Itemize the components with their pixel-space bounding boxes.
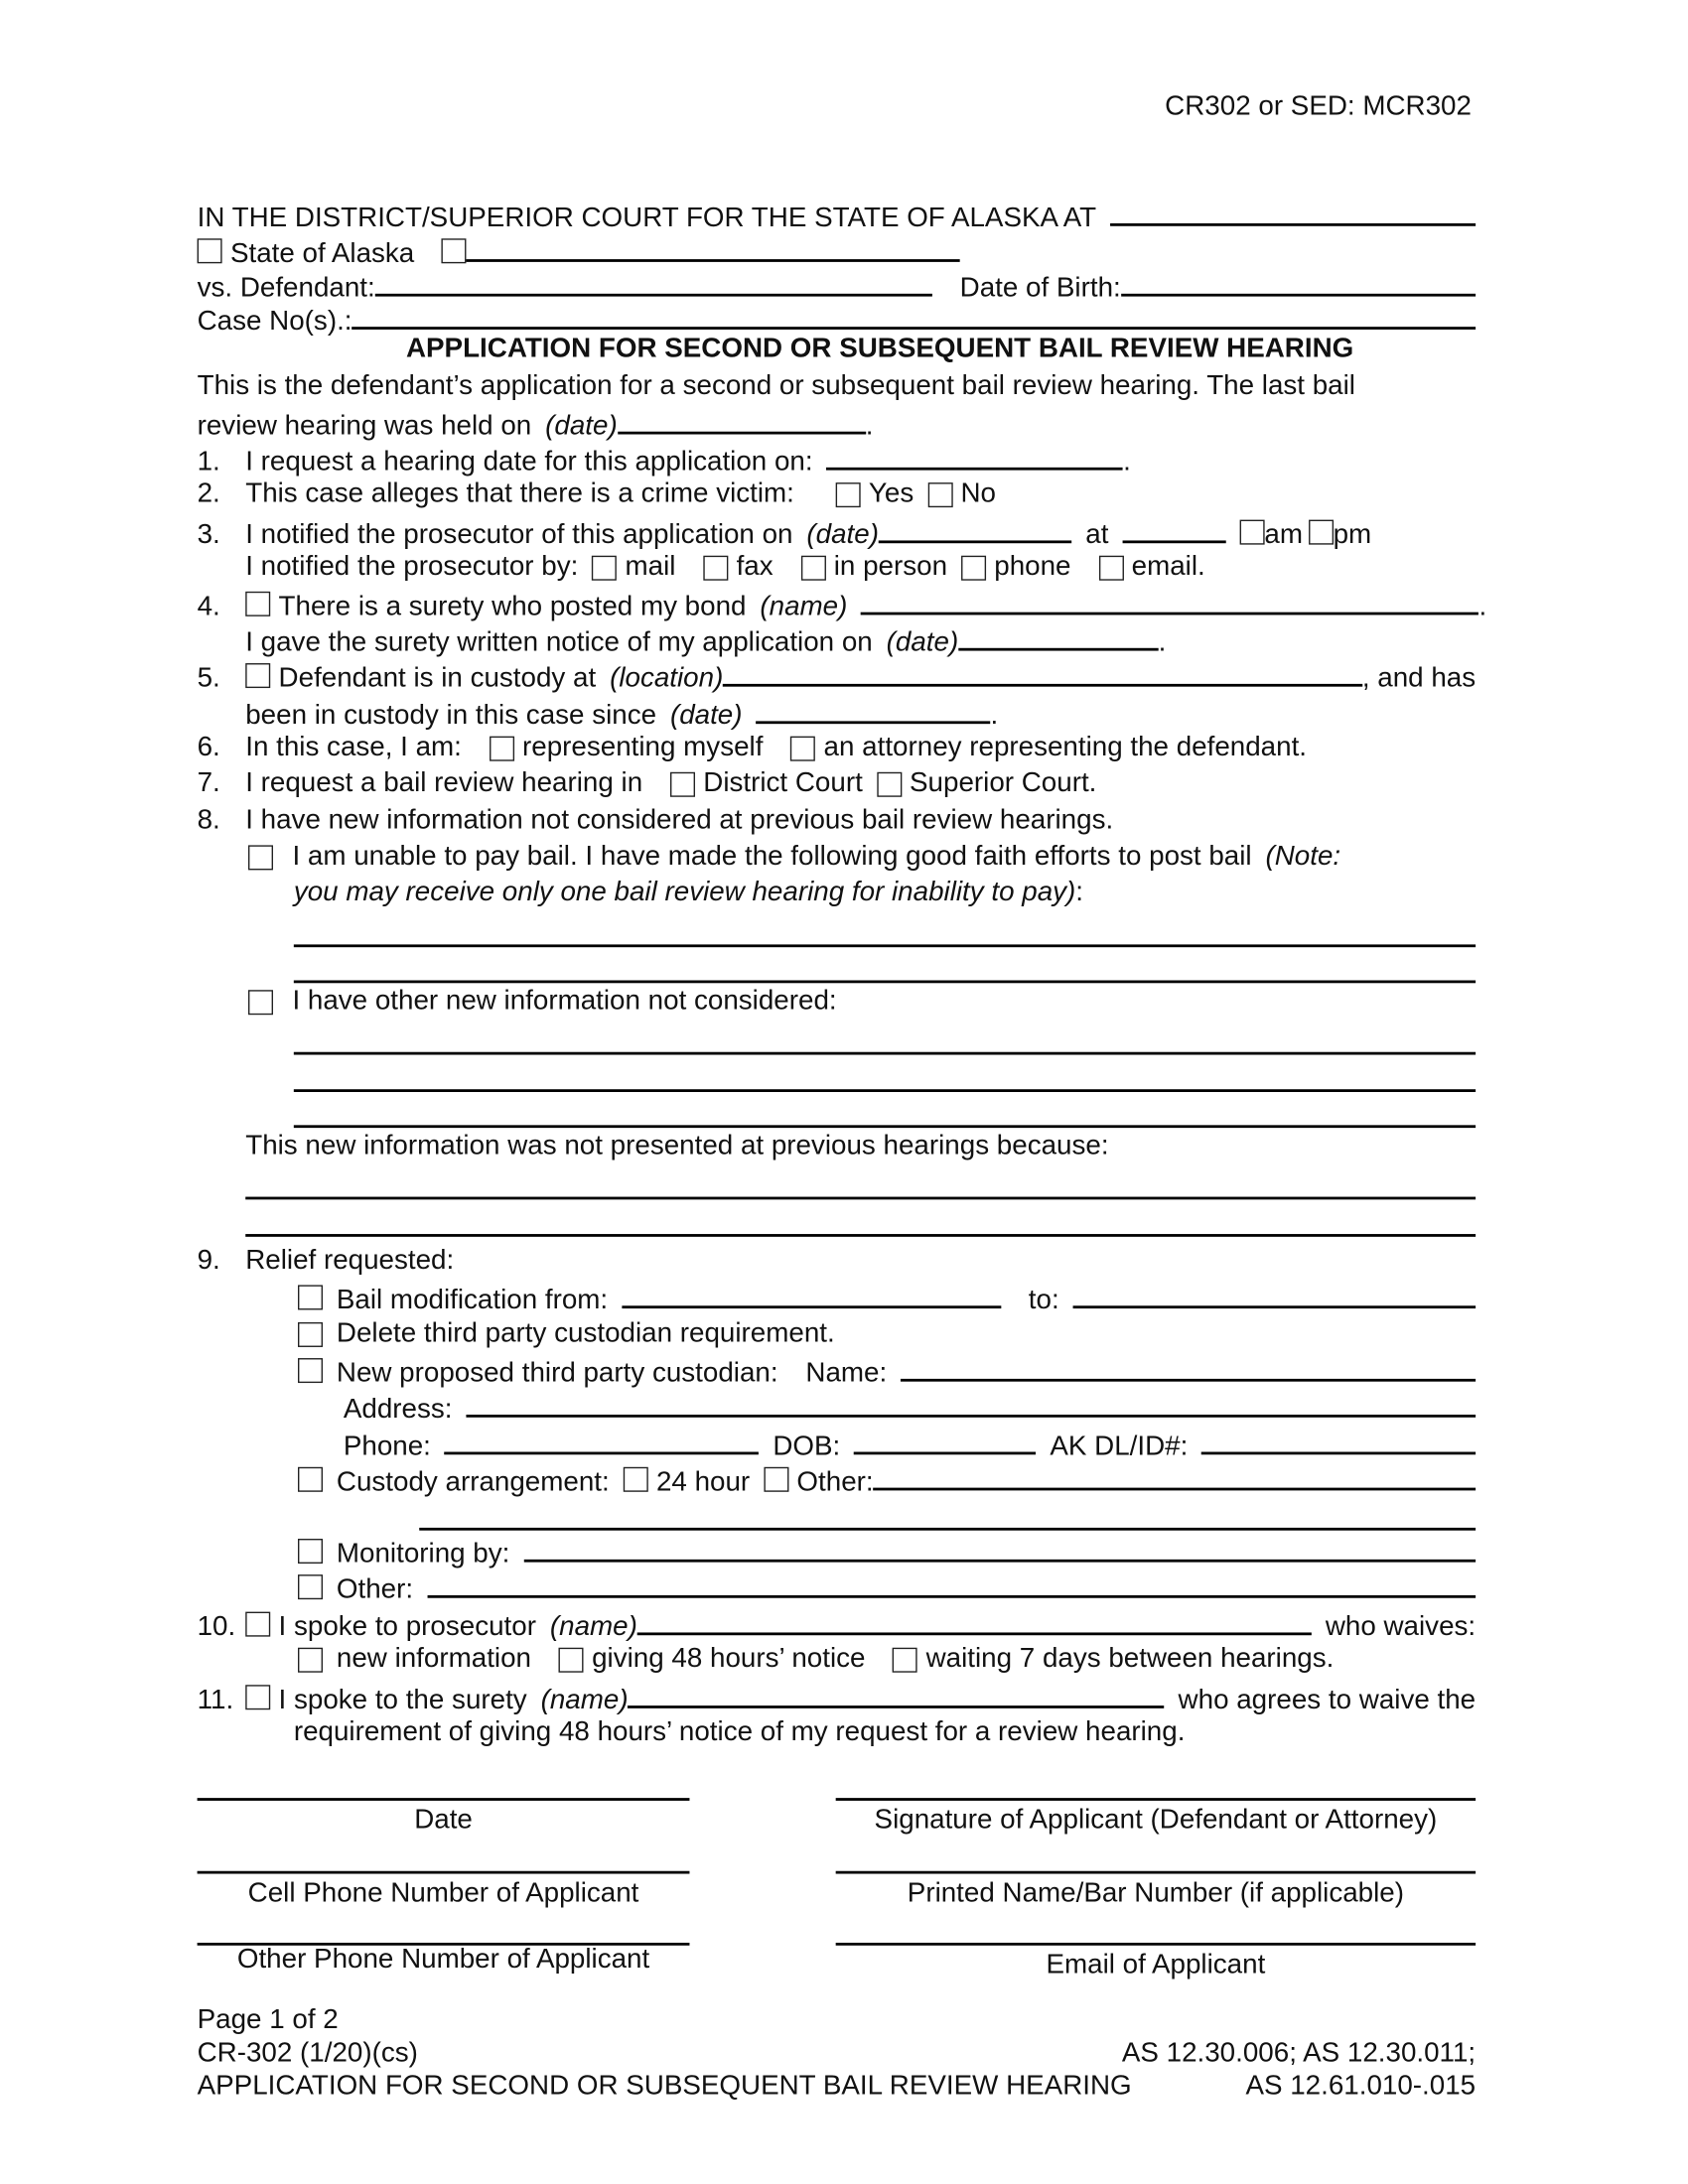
monitoring-checkbox[interactable] (298, 1539, 323, 1564)
form-title-text: APPLICATION FOR SECOND OR SUBSEQUENT BAIL REVIEW HEARING (405, 334, 1354, 364)
custodian-akdl-field[interactable] (1201, 1428, 1476, 1455)
not-presented (245, 1131, 1108, 1163)
to-label: to: (1028, 1285, 1059, 1316)
waive-48-hour-checkbox[interactable] (559, 1648, 584, 1673)
custody-since-date-field[interactable] (756, 696, 990, 724)
name-hint: (name) (760, 591, 848, 622)
because-text: This new information was not presented at previous hearings because: (245, 1130, 1109, 1161)
bail-mod-checkbox[interactable] (298, 1285, 323, 1309)
phone-checkbox[interactable] (961, 556, 986, 581)
item-1: 1. I request a hearing date for this application on: . (198, 443, 1131, 476)
item-3 (197, 515, 1372, 551)
other-info-line-3[interactable] (294, 1125, 1476, 1128)
cell-caption (198, 1878, 690, 1911)
at-label: at (1085, 519, 1109, 551)
defendant-label: vs. Defendant: (197, 273, 375, 304)
item-2 (198, 478, 996, 511)
other-label: Other: (336, 1574, 414, 1605)
unable-note (294, 877, 1083, 909)
7-days-label: waiting 7 days between hearings. (925, 1643, 1335, 1675)
surety-notice-date-field[interactable] (958, 623, 1158, 651)
custody-label: Custody arrangement: (336, 1466, 610, 1498)
email-label: email. (1131, 551, 1205, 583)
printed-caption (836, 1878, 1476, 1911)
court-location-field[interactable] (1110, 199, 1476, 226)
other-info-text: I have other new information not considered: (292, 986, 837, 1017)
fax-checkbox[interactable] (703, 556, 728, 581)
dob-field[interactable] (1121, 269, 1476, 297)
new-info-label: new information (336, 1643, 531, 1675)
delete-custodian (298, 1318, 835, 1351)
victim-no-checkbox[interactable] (927, 482, 952, 507)
email-line[interactable] (836, 1943, 1476, 1946)
signature-caption-text: Signature of Applicant (Defendant or Attorney) (874, 1805, 1438, 1836)
bail-to-field[interactable] (1073, 1281, 1477, 1308)
pm-label: pm (1333, 519, 1372, 551)
item-text: This case alleges that there is a crime victim: (245, 478, 794, 509)
item-5 (198, 659, 1477, 692)
spoke-surety-checkbox[interactable] (245, 1685, 270, 1709)
item-4: 4. There is a surety who posted my bond (name) . (198, 588, 1487, 620)
item-number: 3. (197, 519, 220, 551)
plaintiff-line (198, 234, 960, 267)
name-hint: (name) (549, 1611, 637, 1643)
surety-spoke-name-field[interactable] (629, 1681, 1165, 1708)
case-no-label: Case No(s).: (197, 306, 352, 337)
date-hint: (date) (806, 519, 879, 551)
intro-text: This is the defendant’s application for a second or subsequent bail review hearing. The last bail (197, 370, 1355, 402)
intro-line-1 (198, 371, 1355, 404)
mail-checkbox[interactable] (592, 556, 617, 581)
case-line (198, 302, 1477, 335)
waives-label: who waives: (1325, 1611, 1477, 1643)
cell-phone-line[interactable] (198, 1871, 690, 1874)
date-caption-text: Date (414, 1805, 473, 1836)
item-11-line2 (294, 1716, 1186, 1749)
am-label: am (1264, 519, 1304, 551)
because-line-2[interactable] (245, 1234, 1476, 1237)
waive-7-days-checkbox[interactable] (893, 1648, 917, 1673)
no-label: No (960, 478, 996, 509)
waive-new-info-checkbox[interactable] (298, 1648, 323, 1673)
pm-checkbox[interactable] (1309, 520, 1334, 545)
bail-mod-label: Bail modification from: (336, 1285, 609, 1316)
custodian-address (344, 1390, 1476, 1423)
custodian-phone-field[interactable] (445, 1428, 760, 1455)
printed-name-line[interactable] (836, 1871, 1476, 1874)
24-hour-checkbox[interactable] (624, 1467, 648, 1492)
item-number: 10. (197, 1611, 236, 1643)
custody-other-line-2[interactable] (419, 1528, 1476, 1531)
address-label: Address: (343, 1394, 453, 1425)
case-no-field[interactable] (352, 302, 1477, 330)
item-number: 1. (197, 447, 220, 478)
item-number: 9. (197, 1245, 220, 1276)
statutes-2 (1245, 2071, 1476, 2104)
item-number: 8. (197, 805, 220, 836)
item-text: I spoke to prosecutor (278, 1611, 536, 1643)
monitoring-field[interactable] (523, 1535, 1476, 1563)
item-3-method (245, 552, 1205, 585)
email-checkbox[interactable] (1098, 556, 1123, 581)
defendant-field[interactable] (375, 269, 932, 297)
court-line (198, 199, 1477, 231)
form-title (198, 334, 1563, 366)
in-person-label: in person (833, 551, 948, 583)
relief-other-checkbox[interactable] (298, 1574, 323, 1599)
form-number (198, 2038, 418, 2071)
printed-caption-text: Printed Name/Bar Number (if applicable) (907, 1877, 1405, 1909)
other-phone-caption (198, 1944, 690, 1977)
item-text: Relief requested: (245, 1245, 455, 1276)
item-10-waivers (298, 1644, 1334, 1677)
notify-by-label: I notified the prosecutor by: (245, 551, 579, 583)
delete-label: Delete third party custodian requirement. (336, 1317, 835, 1349)
monitoring (298, 1535, 1476, 1568)
item-6 (198, 733, 1307, 765)
item-text-2: requirement of giving 48 hours’ notice of my request for a review hearing. (293, 1716, 1186, 1747)
item-9 (198, 1245, 455, 1278)
mail-label: mail (625, 551, 676, 583)
item-number: 7. (197, 767, 220, 799)
item-text: I request a bail review hearing in (245, 767, 643, 799)
unable-efforts-line-2[interactable] (294, 981, 1476, 984)
name-hint: (name) (540, 1685, 629, 1715)
custody-other-label: Other: (796, 1466, 874, 1498)
other-plaintiff-field[interactable] (467, 234, 960, 262)
notice-text: I gave the surety written notice of my application on (245, 626, 873, 658)
statutes-1 (1122, 2038, 1476, 2071)
fax-label: fax (736, 551, 774, 583)
note-text: (Note: (1265, 841, 1341, 872)
defendant-line (198, 269, 1477, 302)
item-number: 11. (197, 1685, 234, 1715)
footer-title-text: APPLICATION FOR SECOND OR SUBSEQUENT BAIL REVIEW HEARING (197, 2071, 1132, 2102)
prosecutor-name-field[interactable] (637, 1607, 1312, 1635)
dob-label: DOB: (773, 1431, 841, 1462)
other-new-info-checkbox[interactable] (248, 990, 273, 1015)
item-11 (198, 1681, 1477, 1713)
district-court-checkbox[interactable] (670, 772, 695, 797)
colon: : (1075, 877, 1084, 907)
new-custodian-label: New proposed third party custodian: (336, 1358, 778, 1389)
yes-label: Yes (868, 478, 914, 509)
relief-other (298, 1570, 1476, 1603)
custody-other-checkbox[interactable] (764, 1467, 788, 1492)
item-7 (198, 768, 1097, 801)
self-label: representing myself (522, 732, 764, 763)
new-custodian (298, 1354, 1476, 1387)
district-label: District Court (703, 767, 863, 799)
custodian-name-field[interactable] (901, 1354, 1476, 1382)
superior-court-checkbox[interactable] (877, 772, 902, 797)
signature-caption (836, 1805, 1476, 1838)
state-of-alaska-label: State of Alaska (229, 238, 415, 269)
date-caption (198, 1805, 690, 1838)
other-info-line-1[interactable] (294, 1052, 1476, 1055)
intro-text-2: review hearing was held on (197, 410, 532, 442)
item-text: I request a hearing date for this application on: (245, 447, 813, 478)
representing-myself-checkbox[interactable] (490, 737, 514, 761)
page-number-text: Page 1 of 2 (197, 2004, 339, 2036)
and-has-text: , and has (1361, 663, 1477, 694)
item-text: Defendant is in custody at (278, 663, 597, 694)
item-text: I notified the prosecutor of this application on (245, 519, 793, 551)
victim-yes-checkbox[interactable] (836, 482, 861, 507)
bail-modification (298, 1281, 1476, 1316)
date-hint: (date) (886, 626, 959, 658)
dob-label: Date of Birth: (959, 273, 1121, 304)
surety-name-field[interactable] (861, 588, 1478, 615)
item-5-since: been in custody in this case since (date) . (245, 696, 998, 729)
note-text-2: you may receive only one bail review hearing for inability to pay) (293, 877, 1076, 907)
name-label: Name: (805, 1358, 888, 1389)
item-number: 2. (197, 478, 220, 509)
item-text: I spoke to the surety (278, 1685, 527, 1715)
other-phone-caption-text: Other Phone Number of Applicant (236, 1944, 650, 1975)
cell-caption-text: Cell Phone Number of Applicant (247, 1877, 639, 1909)
notified-time-field[interactable] (1122, 515, 1225, 543)
item-text: In this case, I am: (245, 732, 462, 763)
item-text: There is a surety who posted my bond (278, 591, 747, 622)
custody-other-field[interactable] (874, 1463, 1477, 1491)
because-line-1[interactable] (245, 1197, 1476, 1200)
new-custodian-checkbox[interactable] (298, 1358, 323, 1383)
attorney-label: an attorney representing the defendant. (823, 732, 1308, 763)
applicant-signature-line[interactable] (836, 1798, 1476, 1801)
phone-label: phone (994, 551, 1071, 583)
form-number-text: CR-302 (1/20)(cs) (197, 2037, 418, 2069)
other-info-line-2[interactable] (294, 1089, 1476, 1092)
item-text: I have new information not considered at previous bail review hearings. (245, 805, 1114, 836)
custody-arrangement-checkbox[interactable] (298, 1467, 323, 1492)
intro-line-2: review hearing was held on (date) . (198, 407, 874, 440)
item-8 (198, 805, 1114, 838)
email-caption (836, 1950, 1476, 1982)
bail-from-field[interactable] (622, 1281, 1001, 1308)
other-new-info (248, 986, 837, 1019)
item-number: 5. (197, 663, 220, 694)
custody-location-field[interactable] (723, 659, 1361, 687)
email-caption-text: Email of Applicant (1046, 1949, 1266, 1980)
custodian-phone (344, 1428, 1476, 1460)
statutes-text-2: AS 12.61.010-.015 (1245, 2071, 1477, 2102)
location-hint: (location) (610, 663, 724, 694)
phone-label: Phone: (343, 1431, 431, 1462)
statutes-text-1: AS 12.30.006; AS 12.30.011; (1121, 2037, 1477, 2069)
monitoring-label: Monitoring by: (336, 1539, 510, 1570)
other-plaintiff-checkbox[interactable] (442, 238, 467, 263)
spoke-prosecutor-checkbox[interactable] (245, 1612, 270, 1637)
superior-label: Superior Court. (910, 767, 1097, 799)
item-10 (197, 1607, 1477, 1643)
delete-custodian-checkbox[interactable] (298, 1322, 323, 1347)
date-signature-line[interactable] (198, 1798, 690, 1801)
page-number (198, 2004, 339, 2037)
item-number: 4. (197, 591, 220, 622)
surety-checkbox[interactable] (245, 592, 270, 616)
form-code (1165, 91, 1472, 124)
24-hour-label: 24 hour (655, 1466, 751, 1498)
in-person-checkbox[interactable] (800, 556, 825, 581)
unable-to-pay-checkbox[interactable] (248, 845, 273, 870)
in-custody-checkbox[interactable] (245, 663, 270, 688)
form-code-text: CR302 or SED: MCR302 (1165, 90, 1472, 122)
item-number: 6. (197, 732, 220, 763)
since-text: been in custody in this case since (245, 700, 657, 732)
custodian-dob-field[interactable] (854, 1428, 1036, 1455)
agrees-label: who agrees to waive the (1178, 1685, 1477, 1715)
notified-date-field[interactable] (879, 515, 1071, 543)
item-4-notice: I gave the surety written notice of my application on (date) . (245, 623, 1166, 656)
unable-to-pay (248, 841, 1340, 874)
attorney-checkbox[interactable] (790, 737, 815, 761)
unable-efforts-line-1[interactable] (294, 944, 1476, 947)
court-label: IN THE DISTRICT/SUPERIOR COURT FOR THE STATE OF ALASKA AT (197, 203, 1097, 233)
date-hint: (date) (669, 700, 743, 732)
footer-title (198, 2071, 1132, 2104)
custodian-address-field[interactable] (466, 1390, 1476, 1418)
requested-hearing-date-field[interactable] (826, 443, 1123, 471)
last-hearing-date-field[interactable] (618, 407, 866, 435)
date-hint: (date) (545, 410, 618, 442)
relief-other-field[interactable] (427, 1570, 1476, 1598)
custody-arrangement (298, 1463, 1476, 1496)
state-of-alaska-checkbox[interactable] (198, 238, 222, 263)
akdl-label: AK DL/ID#: (1050, 1431, 1189, 1462)
48-hour-label: giving 48 hours’ notice (592, 1643, 866, 1675)
unable-text: I am unable to pay bail. I have made the following good faith efforts to post bail (292, 841, 1252, 872)
am-checkbox[interactable] (1239, 520, 1264, 545)
